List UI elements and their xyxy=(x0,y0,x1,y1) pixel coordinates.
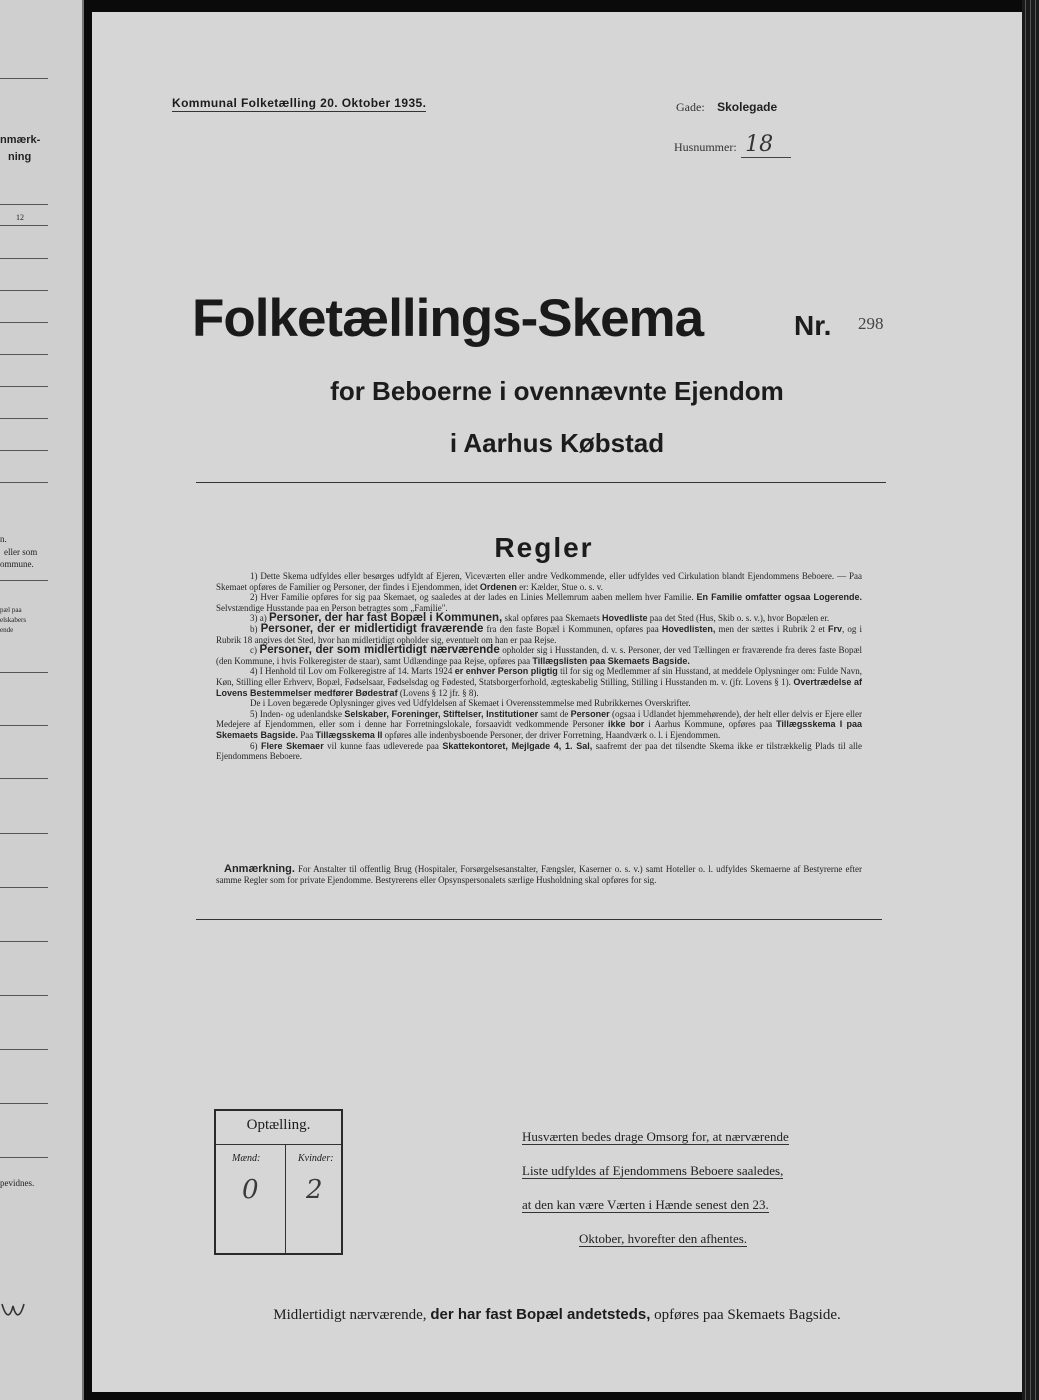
count-box-column-divider xyxy=(285,1144,286,1253)
women-label: Kvinder: xyxy=(298,1153,334,1164)
note-label: Anmærkning. xyxy=(224,863,295,875)
left-fragment-2: eller som xyxy=(4,547,38,557)
form-title: Folketællings-Skema xyxy=(192,289,704,348)
ruling-line xyxy=(0,450,48,451)
ruling-line xyxy=(0,204,48,205)
left-column-number: 12 xyxy=(16,213,24,222)
subtitle-city: i Aarhus Købstad xyxy=(449,428,665,458)
ruling-line xyxy=(0,887,48,888)
rule-3c: c) Personer, der som midlertidigt nærværende opholder sig i Husstanden, d. v. s. Personer, der ved Tællingen er fraværende fra deres faste Bopæl (den Kommune, i hvis Folkeregister de staar), samt Udlændinge paa Rejse, opføres paa Tillægslisten paa Skemaets Bagside. xyxy=(216,644,863,666)
census-form-page xyxy=(92,12,1022,1392)
ruling-line xyxy=(0,290,48,291)
ruling-line xyxy=(0,672,48,673)
men-label: Mænd: xyxy=(232,1153,261,1164)
left-page-strip xyxy=(0,0,84,1400)
ruling-line xyxy=(0,778,48,779)
note-text: For Anstalter til offentlig Brug (Hospitaler, Forsørgelsesanstalter, Fængsler, Kaserner o. s. v.) samt Hoteller o. l. udfyldes Skemaerne af Bestyrerne efter samme Regler som for private Ejendomme. Bestyrerens eller Opsynspersonalets særlige Husholdning skal opføres for sig. xyxy=(216,864,862,885)
rule-5: 5) Inden- og udenlandske Selskaber, Foreninger, Stiftelser, Institutioner samt de Personer (ogsaa i Udlandet hjemmehørende), der helt eller delvis er Ejere eller Medejere af Ejendommen, eller som i denne har Forretningslokale, forsaavidt vedkommende Personer ikke bor i Aarhus Kommune, opføres paa Tillægsskema I paa Skemaets Bagside. Paa Tillægsskema II opføres alle indenbysboende Personer, der driver Forretning, Haandværk o. l. i Ejendommen. xyxy=(216,708,863,740)
count-title: Optælling. xyxy=(246,1117,311,1133)
page-edge-line xyxy=(1025,0,1026,1400)
house-number-label: Husnummer: xyxy=(674,140,737,154)
left-fragment-3: ommune. xyxy=(0,559,34,569)
ruling-line xyxy=(0,580,48,581)
ruling-line xyxy=(0,1049,48,1050)
rule-4: 4) I Henhold til Lov om Folkeregistre af 14. Marts 1924 er enhver Person pligtig til for sig og Medlemmer af sin Husstand, at meddele Oplysninger om: Fulde Navn, Køn, Stilling eller Erhverv, Bopæl, Fødselsaar, Fødselsdag og Fødested, Statsborgerforhold, ægteskabelig Stilling, Stilling i Husstanden m. v. (jfr. Lovens § 1). Overtrædelse af Lovens Bestemmelser medfører Bødestraf (Lovens § 12 jfr. § 8). xyxy=(216,666,863,698)
form-number-value: 298 xyxy=(858,314,884,333)
ruling-line xyxy=(0,1157,48,1158)
ruling-line xyxy=(0,225,48,226)
divider-bottom xyxy=(196,919,882,920)
note-paragraph xyxy=(216,864,862,885)
ruling-line xyxy=(0,258,48,259)
ruling-line xyxy=(0,482,48,483)
handwritten-mark xyxy=(0,1296,40,1326)
ruling-line xyxy=(0,941,48,942)
ruling-line xyxy=(0,418,48,419)
ruling-line xyxy=(0,725,48,726)
rule-3a: 3) a) Personer, der har fast Bopæl i Kommunen, skal opføres paa Skemaets Hovedliste paa det Sted (Hus, Skib o. s. v.), hvor Bopælen er. xyxy=(250,612,830,625)
count-box xyxy=(214,1109,343,1255)
left-heading-line2: ning xyxy=(8,151,32,163)
page-edge xyxy=(1022,0,1039,1400)
house-number-field xyxy=(674,132,791,157)
left-heading-line1: nmærk- xyxy=(0,134,41,146)
instruction-line-3: at den kan være Værten i Hænde senest den 23. xyxy=(522,1197,769,1212)
left-fragment-1: n. xyxy=(0,534,7,544)
rule-3b: b) Personer, der er midlertidigt fraværende fra den faste Bopæl i Kommunen, opføres paa Hovedlisten, men der sættes i Rubrik 2 et Frv, og i Rubrik 18 angives det Sted, hvor han midlertidigt opholder sig, eventuelt om han er paa Rejse. xyxy=(216,622,863,645)
rule-6: 6) Flere Skemaer vil kunne faas udleverede paa Skattekontoret, Mejlgade 4, 1. Sal, saafremt der paa det tilsendte Skema ikke er tilstrækkelig Plads til alle Ejendommens Beboere. xyxy=(216,740,863,762)
divider-top xyxy=(196,482,886,483)
ruling-line xyxy=(0,354,48,355)
street-value: Skolegade xyxy=(717,100,778,114)
instruction-line-4: Oktober, hvorefter den afhentes. xyxy=(579,1231,748,1246)
left-fragment-6: ende xyxy=(0,626,14,634)
page-edge-line xyxy=(1030,0,1031,1400)
ruling-line xyxy=(0,833,48,834)
left-fragment-4: pæl paa xyxy=(0,606,22,614)
women-count: 2 xyxy=(306,1175,323,1205)
instruction-line-1: Husværten bedes drage Omsorg for, at nærværende xyxy=(522,1129,789,1144)
rule-4-note: De i Loven begærede Oplysninger gives ved Udfyldelsen af Skemaet i Overensstemmelse med Rubrikkernes Overskrifter. xyxy=(250,698,691,709)
instruction-line-2: Liste udfyldes af Ejendommens Beboere saaledes, xyxy=(522,1163,784,1178)
count-box-divider xyxy=(216,1144,341,1145)
census-title: Kommunal Folketælling 20. Oktober 1935. xyxy=(172,96,427,110)
ruling-line xyxy=(0,386,48,387)
ruling-line xyxy=(0,322,48,323)
left-fragment-5: elskabers xyxy=(0,616,27,624)
rule-1: 1) Dette Skema udfyldes eller besørges udfyldt af Ejeren, Viceværten eller andre Vedkommende, eller udfyldes ved Cirkulation blandt Ejendommens Beboere. — Paa Skemaet opføres de Familier og Personer, der findes i Ejendommen, idet Ordenen er: Kælder, Stue o. s. v. xyxy=(216,571,862,592)
rules-text xyxy=(216,571,862,762)
ruling-line xyxy=(0,78,48,79)
ruling-line xyxy=(0,1103,48,1104)
rule-2: 2) Hver Familie opføres for sig paa Skemaet, og saaledes at der lades en Linies Mellemrum aaben mellem hver Familie. En Familie omfatter ogsaa Logerende. Selvstændige Husstande paa en Person betragtes som „Familie". xyxy=(216,592,862,613)
men-count: 0 xyxy=(242,1175,259,1205)
subtitle-residents: for Beboerne i ovennævnte Ejendom xyxy=(330,376,784,406)
street-field xyxy=(676,98,777,116)
street-label: Gade: xyxy=(676,100,705,114)
ruling-line xyxy=(0,995,48,996)
house-number-value: 18 xyxy=(741,132,791,158)
landlord-instruction xyxy=(522,1120,882,1256)
left-fragment-7: pevidnes. xyxy=(0,1178,35,1188)
form-number-label: Nr. xyxy=(794,310,832,341)
rules-heading: Regler xyxy=(494,532,594,563)
page-edge-line xyxy=(1035,0,1036,1400)
footer-note: Midlertidigt nærværende, der har fast Bopæl andetsteds, opføres paa Skemaets Bagside. xyxy=(273,1306,841,1323)
